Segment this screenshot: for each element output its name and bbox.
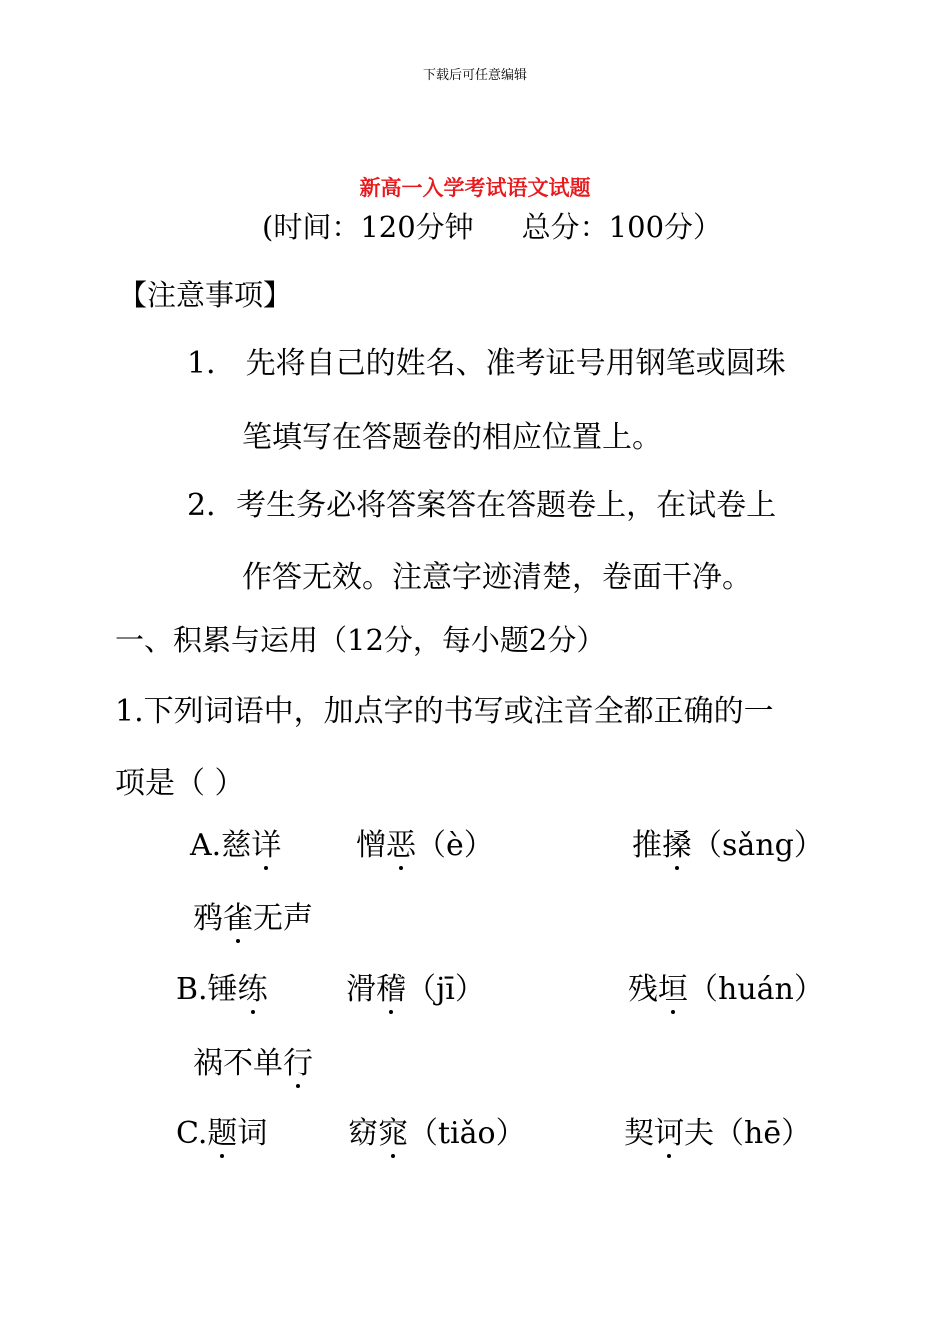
dotted-char: 窕 (378, 1108, 408, 1152)
notice-item-1-line-2: 笔填写在答题卷的相应位置上。 (242, 420, 662, 455)
option-c-word-3: 契诃夫（hē） (624, 1108, 811, 1152)
page-header: 下载后可任意编辑 (422, 68, 527, 83)
dotted-char: 练 (238, 964, 268, 1008)
option-a-word-1: A.慈详 (190, 820, 281, 864)
dotted-char: 详 (251, 820, 281, 864)
question-1-stem-line-1: 1.下列词语中，加点字的书写或注音全都正确的一 (115, 694, 774, 729)
dotted-char: 雀 (223, 893, 253, 937)
notice-item-1-line-1: 1． 先将自己的姓名、准考证号用钢笔或圆珠 (187, 346, 786, 381)
dotted-char: 恶 (386, 820, 416, 864)
page-title: 新高一入学考试语文试题 (359, 175, 591, 200)
option-b-word-1: B.锤练 (176, 964, 268, 1008)
option-a-word-3: 推搡（sǎng） (632, 820, 824, 864)
section-1-heading: 一、积累与运用（12分，每小题2分） (115, 623, 606, 657)
dotted-char: 搡 (662, 820, 692, 864)
exam-time: (时间：120分钟 (262, 210, 474, 244)
dotted-char: 行 (283, 1038, 313, 1082)
option-a-label: A. (190, 828, 222, 863)
option-b-word-4: 祸不单行 (193, 1038, 313, 1082)
question-1-stem-line-2: 项是（ ） (115, 766, 245, 801)
exam-info (262, 205, 722, 246)
exam-score: 总分：100分） (521, 210, 723, 244)
option-b-word-2: 滑稽（jī） (346, 964, 485, 1008)
notice-item-2-line-1: 2．考生务必将答案答在答题卷上，在试卷上 (187, 488, 777, 523)
notice-heading: 【注意事项】 (118, 278, 293, 312)
option-b-label: B. (176, 972, 208, 1007)
notice-item-2-line-2: 作答无效。注意字迹清楚，卷面干净。 (242, 560, 752, 595)
option-c-label: C. (176, 1116, 208, 1151)
option-c-word-2: 窈窕（tiǎo） (348, 1108, 526, 1152)
option-b-word-3: 残垣（huán） (628, 964, 824, 1008)
dotted-char: 垣 (658, 964, 688, 1008)
dotted-char: 稽 (376, 964, 406, 1008)
dotted-char: 题 (207, 1108, 237, 1152)
dotted-char: 诃 (654, 1108, 684, 1152)
option-a-word-2: 憎恶（è） (356, 820, 494, 864)
option-c-word-1: C.题词 (176, 1108, 267, 1152)
option-a-word-4: 鸦雀无声 (193, 893, 313, 937)
